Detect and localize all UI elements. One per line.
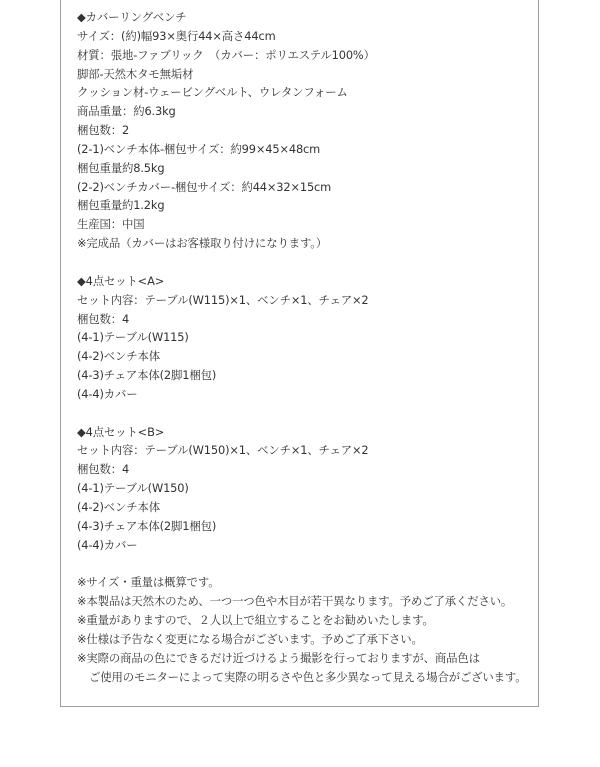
set-b-heading: ◆4点セット<B> [77,424,165,439]
bench-size: サイズ：(約)幅93×奥行44×高さ44cm [77,28,276,43]
note-spec-change: ※仕様は予告なく変更になる場合がございます。予めご了承下さい。 [77,631,423,646]
bench-cover-package-weight: 梱包重量約1.2kg [77,198,165,213]
note-natural-wood: ※本製品は天然木のため、一つ一つ色や木目が若干異なります。予めご了承ください。 [77,594,513,609]
bench-cover-package-size: (2-2)ベンチカバー-梱包サイズ：約44×32×15cm [77,179,332,194]
spec-content [77,8,532,686]
bench-legs: 脚部-天然木タモ無垢材 [77,66,194,81]
set-a-package-count: 梱包数：4 [77,311,130,326]
bench-assembly-note: ※完成品（カバーはお客様取り付けになります。） [77,236,328,251]
note-assembly: ※重量がありますので、２人以上で組立することをお勧めいたします。 [77,613,434,627]
bench-weight: 商品重量：約6.3kg [77,104,176,119]
set-b-item-cover: (4-4)カバー [77,537,138,552]
bench-body-package-weight: 梱包重量約8.5kg [77,160,165,175]
set-b-item-bench: (4-2)ベンチ本体 [77,499,160,514]
set-b-item-table: (4-1)テーブル(W150) [77,481,189,496]
bench-heading: ◆カバーリングベンチ [77,10,187,24]
set-a-heading: ◆4点セット<A> [77,273,165,288]
bench-material: 材質：張地-ファブリック （カバー：ポリエステル100%） [77,47,375,62]
spacer [77,253,532,272]
spacer [77,554,532,573]
bench-origin: 生産国：中国 [77,217,145,232]
note-color-continued: ご使用のモニターによって実際の明るさや色と多少異なって見える場合がございます。 [89,669,527,684]
set-a-contents: セット内容：テーブル(W115)×1、ベンチ×1、チェア×2 [77,292,369,307]
bench-package-count: 梱包数：2 [77,123,130,138]
note-size-weight: ※サイズ・重量は概算です。 [77,575,220,590]
set-a-item-cover: (4-4)カバー [77,386,138,401]
set-a-item-bench: (4-2)ベンチ本体 [77,349,160,364]
set-a-item-chairs: (4-3)チェア本体(2脚1梱包) [77,368,217,383]
set-b-contents: セット内容：テーブル(W150)×1、ベンチ×1、チェア×2 [77,443,369,458]
spacer [77,404,532,423]
set-b-item-chairs: (4-3)チェア本体(2脚1梱包) [77,518,217,533]
bench-cushion: クッション材-ウェービングベルト、ウレタンフォーム [77,85,348,100]
note-color: ※実際の商品の色にできるだけ近づけるよう撮影を行っておりますが、商品色は [77,650,480,665]
set-b-package-count: 梱包数：4 [77,462,130,477]
bench-body-package-size: (2-1)ベンチ本体-梱包サイズ：約99×45×48cm [77,141,321,156]
set-a-item-table: (4-1)テーブル(W115) [77,330,189,345]
product-spec-box [60,0,539,707]
